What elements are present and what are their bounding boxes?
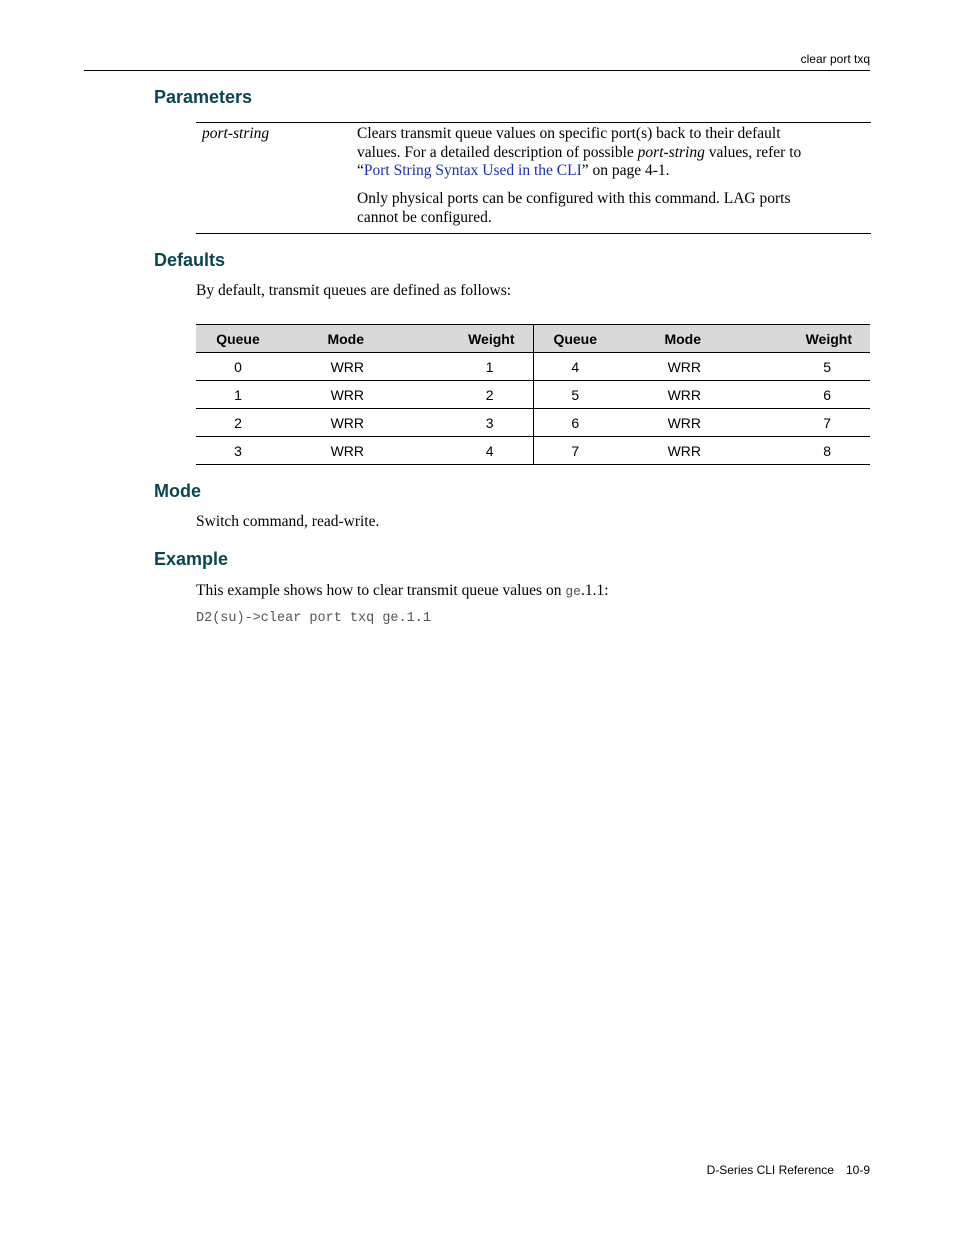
mode-text: Switch command, read-write. [196,513,380,530]
mode-cell: WRR [617,409,701,437]
header-rule [84,70,870,71]
queue-cell: 4 [533,353,617,381]
weight-cell: 8 [701,437,870,465]
col-header-queue: Queue [533,325,617,353]
col-header-mode: Mode [617,325,701,353]
param-desc-line1: Clears transmit queue values on specific port(s) back to their default [357,125,781,142]
running-footer [707,1163,870,1177]
defaults-table [196,324,870,465]
param-note-line2: cannot be configured. [357,208,492,226]
parameters-heading: Parameters [154,87,253,107]
mode-heading: Mode [154,481,201,501]
col-header-queue: Queue [196,325,280,353]
param-desc-line2-post: values, refer to [704,143,802,161]
queue-cell: 3 [196,437,280,465]
parameters-table-bottom-rule [196,233,871,234]
table-row [196,381,870,409]
queue-cell: 6 [533,409,617,437]
mode-cell: WRR [280,437,364,465]
queue-cell: 2 [196,409,280,437]
table-row [196,437,870,465]
queue-cell: 0 [196,353,280,381]
table-row [196,409,870,437]
weight-cell: 5 [701,353,870,381]
param-desc-line3 [357,162,857,181]
mode-cell: WRR [280,353,364,381]
defaults-intro: By default, transmit queues are defined as follows: [196,282,512,299]
param-note-line1: Only physical ports can be configured with this command. LAG ports [357,190,791,207]
parameters-table-top-rule [196,122,871,123]
example-intro-post: .1.1: [580,582,609,599]
queue-cell: 1 [196,381,280,409]
example-heading: Example [154,549,229,569]
param-desc-line2 [357,144,857,163]
col-header-weight: Weight [701,325,870,353]
weight-cell: 6 [701,381,870,409]
mode-cell: WRR [280,381,364,409]
param-desc-line2-italic: port-string [637,143,705,161]
defaults-heading: Defaults [154,250,226,270]
example-code: D2(su)->clear port txq ge.1.1 [196,611,431,626]
table-row [196,353,870,381]
param-desc-open-quote: “ [357,162,364,180]
example-intro-code: ge [565,584,581,599]
queue-cell: 7 [533,437,617,465]
weight-cell: 7 [701,409,870,437]
weight-cell: 3 [364,409,533,437]
weight-cell: 2 [364,381,533,409]
param-desc-line3-post: ” on page 4-1. [581,162,670,180]
weight-cell: 1 [364,353,533,381]
col-header-mode: Mode [280,325,364,353]
footer-page-number: 10-9 [845,1163,870,1177]
mode-cell: WRR [280,409,364,437]
queue-cell: 5 [533,381,617,409]
mode-cell: WRR [617,381,701,409]
parameter-description [357,125,857,181]
param-desc-line2-pre: values. For a detailed description of possible [357,143,638,161]
mode-cell: WRR [617,353,701,381]
weight-cell: 4 [364,437,533,465]
footer-book-title: D-Series CLI Reference [706,1163,834,1177]
example-intro-pre: This example shows how to clear transmit queue values on [196,582,566,599]
parameter-note [357,190,857,227]
running-header: clear port txq [800,52,870,66]
col-header-weight: Weight [364,325,533,353]
example-intro [196,582,609,600]
parameter-name: port-string [202,125,270,142]
mode-cell: WRR [617,437,701,465]
table-header-row [196,325,870,353]
port-string-syntax-link[interactable]: Port String Syntax Used in the CLI [363,162,582,180]
